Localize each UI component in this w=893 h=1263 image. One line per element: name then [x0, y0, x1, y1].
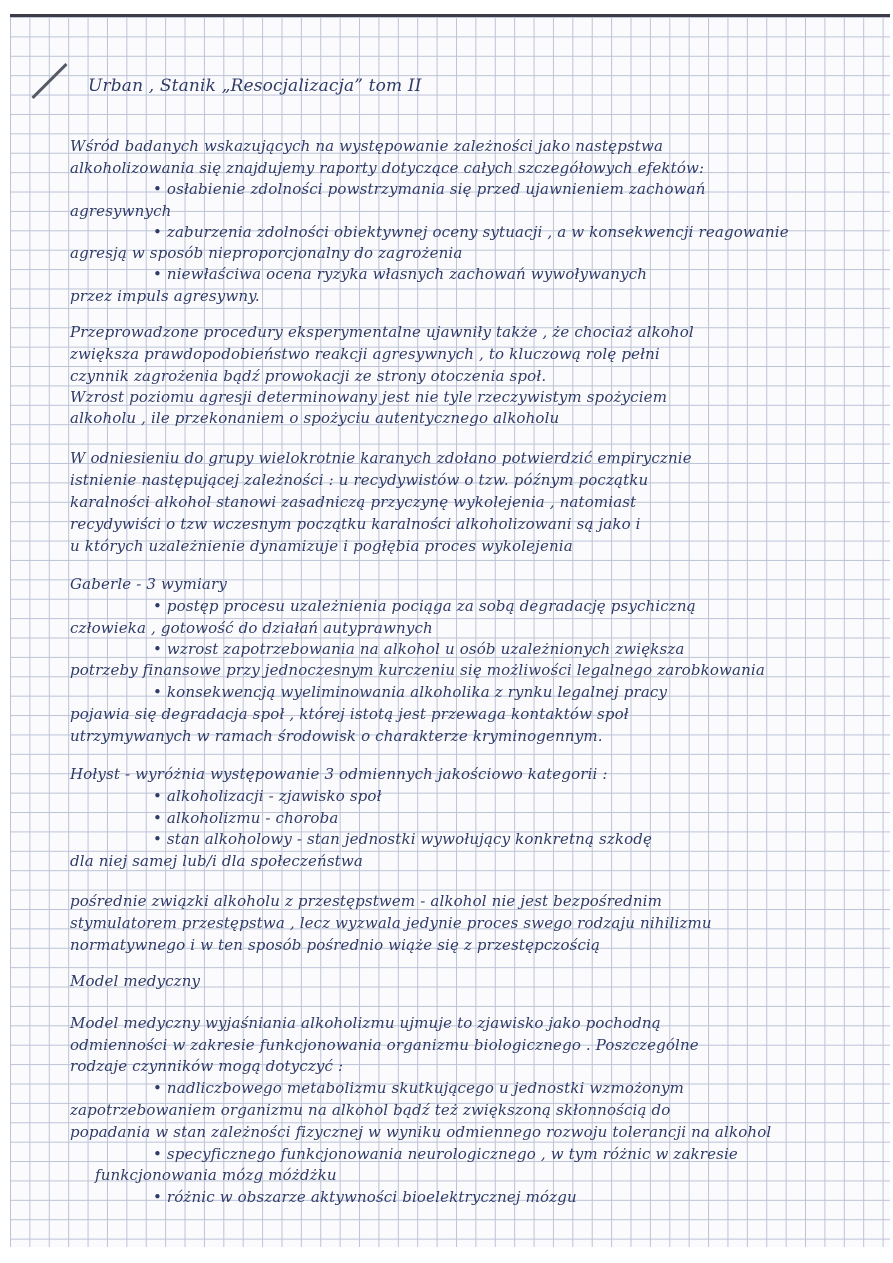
note-line: • zaburzenia zdolności obiektywnej oceny sytuacji , a w konsekwencji reagowanie: [153, 223, 789, 241]
note-line: zwiększa prawdopodobieństwo reakcji agresywnych , to kluczową rolę pełni: [70, 345, 660, 363]
note-line: agresją w sposób nieproporcjonalny do zagrożenia: [70, 244, 463, 262]
note-line: Wzrost poziomu agresji determinowany jest nie tyle rzeczywistym spożyciem: [70, 388, 668, 406]
note-line: człowieka , gotowość do działań autyprawnych: [70, 619, 433, 637]
note-line: alkoholizowania się znajdujemy raporty dotyczące całych szczegółowych efektów:: [70, 159, 705, 177]
note-line: Hołyst - wyróżnia występowanie 3 odmiennych jakościowo kategorii :: [70, 765, 608, 783]
pencil-stroke: [31, 63, 67, 99]
note-line: recydywiści o tzw wczesnym początku karalności alkoholizowani są jako i: [70, 515, 641, 533]
note-line: normatywnego i w ten sposób pośrednio wiąże się z przestępczością: [70, 936, 601, 954]
note-line: odmienności w zakresie funkcjonowania organizmu biologicznego . Poszczególne: [70, 1036, 699, 1054]
note-line: • różnic w obszarze aktywności bioelektrycznej mózgu: [153, 1188, 577, 1206]
page-heading: Urban , Stanik „Resocjalizacja” tom II: [88, 76, 422, 96]
note-line: Przeprowadzone procedury eksperymentalne ujawniły także , że chociaż alkohol: [70, 323, 694, 341]
note-line: • postęp procesu uzależnienia pociąga za sobą degradację psychiczną: [153, 597, 696, 615]
note-line: • alkoholizmu - choroba: [153, 809, 339, 827]
note-line: popadania w stan zależności fizycznej w wyniku odmiennego rozwoju tolerancji na alkohol: [70, 1123, 772, 1141]
notebook-page: [10, 14, 890, 1247]
note-line: pojawia się degradacja społ , której istotą jest przewaga kontaktów społ: [70, 705, 629, 723]
note-line: • stan alkoholowy - stan jednostki wywołujący konkretną szkodę: [153, 830, 653, 848]
note-line: W odniesieniu do grupy wielokrotnie karanych zdołano potwierdzić empirycznie: [70, 449, 692, 467]
note-line: • niewłaściwa ocena ryzyka własnych zachowań wywoływanych: [153, 265, 648, 283]
note-line: • konsekwencją wyeliminowania alkoholika z rynku legalnej pracy: [153, 683, 668, 701]
note-line: Model medyczny wyjaśniania alkoholizmu ujmuje to zjawisko jako pochodną: [70, 1014, 661, 1032]
note-line: istnienie następującej zależności : u recydywistów o tzw. późnym początku: [70, 471, 649, 489]
note-line: Wśród badanych wskazujących na występowanie zależności jako następstwa: [70, 137, 664, 155]
note-line: • alkoholizacji - zjawisko społ: [153, 787, 382, 805]
note-line: alkoholu , ile przekonaniem o spożyciu autentycznego alkoholu: [70, 409, 560, 427]
note-line: dla niej samej lub/i dla społeczeństwa: [70, 852, 363, 870]
note-line: Model medyczny: [70, 972, 201, 990]
note-line: zapotrzebowaniem organizmu na alkohol bądź też zwiększoną skłonnością do: [70, 1101, 671, 1119]
note-line: • osłabienie zdolności powstrzymania się przed ujawnieniem zachowań: [153, 180, 706, 198]
note-line: funkcjonowania mózg móżdżku: [95, 1166, 337, 1184]
note-line: • specyficznego funkcjonowania neurologicznego , w tym różnic w zakresie: [153, 1145, 738, 1163]
note-line: • nadliczbowego metabolizmu skutkującego u jednostki wzmożonym: [153, 1079, 685, 1097]
note-line: u których uzależnienie dynamizuje i pogłębia proces wykolejenia: [70, 537, 573, 555]
note-line: przez impuls agresywny.: [70, 287, 260, 305]
note-line: stymulatorem przestępstwa , lecz wyzwala jedynie proces swego rodzaju nihilizmu: [70, 914, 712, 932]
note-line: czynnik zagrożenia bądź prowokacji ze strony otoczenia społ.: [70, 367, 547, 385]
note-line: rodzaje czynników mogą dotyczyć :: [70, 1057, 344, 1075]
note-line: utrzymywanych w ramach środowisk o charakterze kryminogennym.: [70, 727, 603, 745]
note-line: Gaberle - 3 wymiary: [70, 575, 227, 593]
note-line: • wzrost zapotrzebowania na alkohol u osób uzależnionych zwiększa: [153, 640, 685, 658]
note-line: potrzeby finansowe przy jednoczesnym kurczeniu się możliwości legalnego zarobkowania: [70, 661, 765, 679]
note-line: pośrednie związki alkoholu z przestępstwem - alkohol nie jest bezpośrednim: [70, 892, 662, 910]
note-line: karalności alkohol stanowi zasadniczą przyczynę wykolejenia , natomiast: [70, 493, 637, 511]
note-line: agresywnych: [70, 202, 172, 220]
